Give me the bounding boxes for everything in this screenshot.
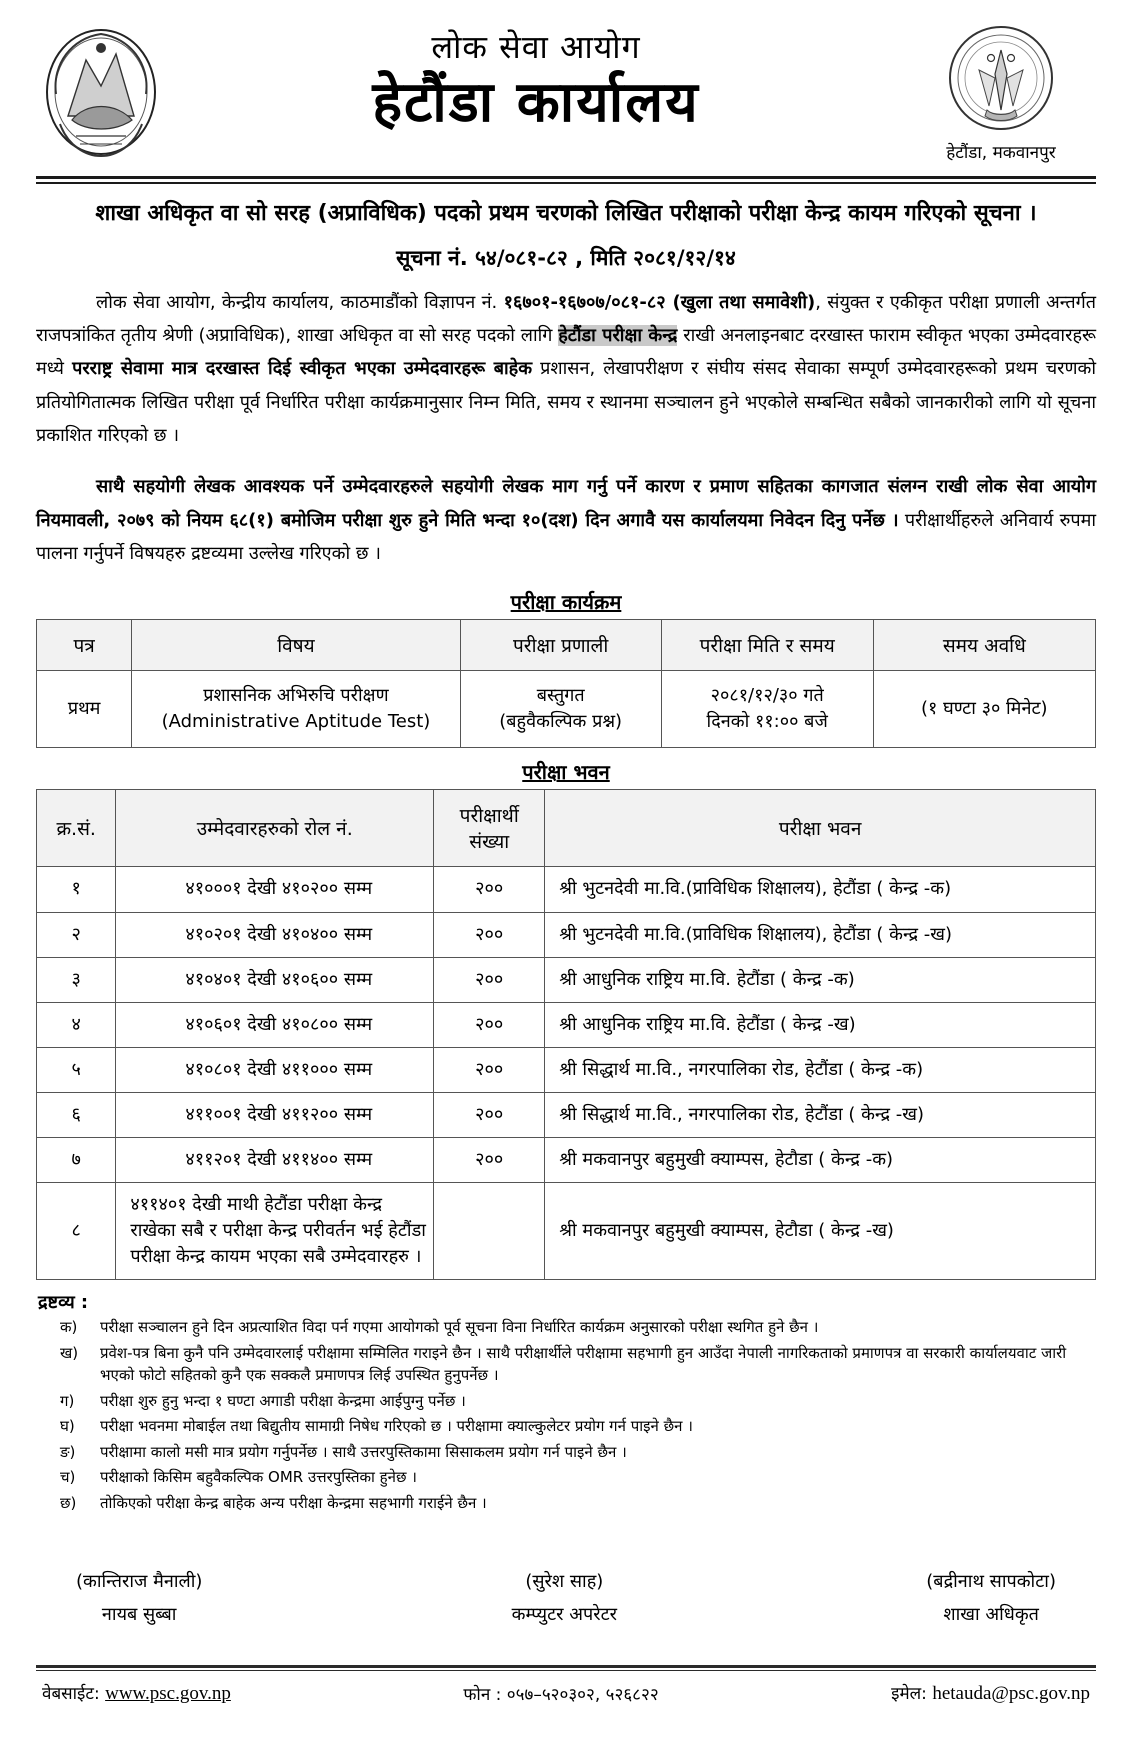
table-row — [37, 1047, 1096, 1092]
schedule-subject-en: (Administrative Aptitude Test) — [161, 711, 431, 733]
hall-caption: परीक्षा भवन — [522, 760, 610, 785]
schedule-subject-np: प्रशासनिक अभिरुचि परीक्षण — [203, 685, 389, 707]
footer-phone — [463, 1682, 658, 1705]
para2-bold-clause: साथै सहयोगी लेखक आवश्यक पर्ने उम्मेदवारहरुले सहयोगी लेखक माग गर्नु पर्ने कारण र प्रमाण सहितका कागजात संलग्न राखी लोक सेवा आयोग नियमावली, २०७९ को नियम ६८(१) बमोजिम परीक्षा शुरु हुने मिति भन्दा १०(दश) दिन अगावै यस कार्यालयमा निवेदन दिनु पर्नेछ । — [36, 476, 1096, 531]
list-item — [36, 1342, 1096, 1387]
public-service-commission-logo-wrap — [906, 18, 1096, 163]
list-item — [36, 1415, 1096, 1438]
para1-part-b: , संयुक्त र एकीकृत परीक्षा प्रणाली अन्तर्गत राजपत्रांकित तृतीय श्रेणी (अप्राविधिक), शाखा अधिकृत वा सो सरह पदको लागि — [36, 291, 1096, 347]
schedule-subject — [132, 671, 460, 748]
office-address: हेटौंडा, मकवानपुर — [946, 143, 1056, 163]
note-label: घ) — [60, 1417, 75, 1436]
schedule-date: २०८१/१२/३० गते — [710, 685, 824, 707]
schedule-col-mode: परीक्षा प्रणाली — [460, 620, 661, 671]
hall-col-count: परीक्षार्थी संख्या — [434, 790, 545, 867]
nepal-government-emblem — [36, 18, 166, 164]
schedule-col-date-time: परीक्षा मिति र समय — [661, 620, 873, 671]
public-service-commission-logo — [947, 24, 1055, 136]
hall-venue: श्री आधुनिक राष्ट्रिय मा.वि. हेटौंडा ( केन्द्र -ख) — [545, 1002, 1096, 1047]
para1-part-c: राखी अनलाइनबाट दरखास्त फाराम स्वीकृत भएका उम्मेदवारहरू मध्ये — [36, 325, 1096, 380]
header-titles — [166, 18, 906, 136]
note-text: परीक्षा भवनमा मोबाईल तथा बिद्युतीय सामाग्री निषेध गरिएको छ । परीक्षामा क्याल्कुलेटर प्रयोग गर्न पाइने छैन । — [100, 1417, 693, 1436]
footer-email-label: इमेल: — [891, 1684, 927, 1705]
signature-block — [36, 1566, 1096, 1631]
table-row — [37, 912, 1096, 957]
schedule-mode-line2: (बहुवैकल्पिक प्रश्न) — [499, 711, 623, 733]
signatory-1 — [76, 1566, 202, 1631]
para1-part-d: प्रशासन, लेखापरीक्षण र संघीय संसद सेवाका सम्पूर्ण उम्मेदवारहरूको प्रथम चरणको प्रतियोगितात्मक लिखित परीक्षा पूर्व निर्धारित परीक्षा कार्यक्रमानुसार निम्न मिति, समय र स्थानमा सञ्चालन हुने भएकोले सम्बन्धित सबैको जानकारीको लागि यो सूचना प्रकाशित गरिएको छ । — [36, 358, 1097, 447]
page-title: शाखा अधिकृत वा सो सरह (अप्राविधिक) पदको प्रथम चरणको लिखित परीक्षाको परीक्षा केन्द्र कायम गरिएको सूचना । — [95, 201, 1037, 226]
schedule-date-time — [661, 671, 873, 748]
hall-sn: ७ — [37, 1138, 116, 1183]
hall-header-row — [37, 790, 1096, 867]
note-text: तोकिएको परीक्षा केन्द्र बाहेक अन्य परीक्षा केन्द्रमा सहभागी गराईने छैन । — [100, 1493, 487, 1512]
signatory-name: (सुरेश साह) — [525, 1571, 604, 1593]
note-text: प्रवेश-पत्र बिना कुनै पनि उम्मेदवारलाई परीक्षामा सम्मिलित गराइने छैन । साथै परीक्षार्थीले परीक्षामा सहभागी हुन आउँदा नेपाली नागरिकताको प्रमाणपत्र वा सरकारी कार्यालयवाट जारी भएको फोटो सहितको कुनै एक सक्कलै प्रमाणपत्र लिई उपस्थित हुनुपर्नेछ । — [100, 1343, 1067, 1385]
schedule-time: दिनको ११:०० बजे — [706, 711, 828, 733]
notice-number: सूचना नं. ५४/०८१-८२ , मिति २०८१/१२/१४ — [396, 245, 736, 270]
hall-roll-range: ४१०४०१ देखी ४१०६०० सम्म — [116, 957, 434, 1002]
signatory-designation: शाखा अधिकृत — [943, 1603, 1039, 1625]
schedule-header-row — [37, 620, 1096, 671]
hall-count: २०० — [434, 867, 545, 912]
hall-sn: ३ — [37, 957, 116, 1002]
list-item — [36, 1466, 1096, 1489]
hall-sn: ८ — [37, 1183, 116, 1280]
hall-venue: श्री सिद्धार्थ मा.वि., नगरपालिका रोड, हेटौंडा ( केन्द्र -क) — [545, 1047, 1096, 1092]
hall-roll-range: ४१०८०१ देखी ४११००० सम्म — [116, 1047, 434, 1092]
hall-col-roll: उम्मेदवारहरुको रोल नं. — [116, 790, 434, 867]
hall-sn: ६ — [37, 1092, 116, 1137]
notice-paragraph-2 — [36, 470, 1096, 570]
signatory-2 — [512, 1566, 617, 1631]
exam-hall-table — [36, 789, 1096, 1280]
footer-phone-label: फोन : — [463, 1684, 502, 1705]
hall-count: २०० — [434, 1092, 545, 1137]
hall-roll-range: ४११००१ देखी ४११२०० सम्म — [116, 1092, 434, 1137]
hall-sn: ४ — [37, 1002, 116, 1047]
schedule-col-paper: पत्र — [37, 620, 132, 671]
table-row — [37, 1002, 1096, 1047]
note-label: क) — [60, 1318, 78, 1337]
exam-center-highlight: हेटौंडा परीक्षा केन्द्र — [558, 325, 678, 347]
note-label: ग) — [60, 1391, 75, 1410]
hall-count: २०० — [434, 1138, 545, 1183]
hall-roll-range: ४१०६०१ देखी ४१०८०० सम्म — [116, 1002, 434, 1047]
note-label: ख) — [60, 1343, 79, 1362]
hall-roll-range: ४११२०१ देखी ४११४०० सम्म — [116, 1138, 434, 1183]
list-item — [36, 1441, 1096, 1464]
notes-list — [36, 1316, 1096, 1514]
hall-count: २०० — [434, 912, 545, 957]
signatory-name: (कान्तिराज मैनाली) — [76, 1571, 203, 1593]
hall-count: २०० — [434, 1047, 545, 1092]
hall-count: २०० — [434, 957, 545, 1002]
schedule-duration: (१ घण्टा ३० मिनेट) — [873, 671, 1095, 748]
footer-email — [891, 1681, 1090, 1705]
schedule-col-subject: विषय — [132, 620, 460, 671]
note-label: ङ) — [60, 1442, 76, 1461]
list-item — [36, 1316, 1096, 1339]
list-item — [36, 1390, 1096, 1413]
signatory-designation: नायब सुब्बा — [101, 1603, 177, 1625]
hall-count: २०० — [434, 1002, 545, 1047]
signatory-designation: कम्प्युटर अपरेटर — [511, 1603, 618, 1625]
signatory-3 — [926, 1566, 1056, 1631]
hall-venue: श्री मकवानपुर बहुमुखी क्याम्पस, हेटौडा ( केन्द्र -क) — [545, 1138, 1096, 1183]
note-text: परीक्षाको किसिम बहुवैकल्पिक OMR उत्तरपुस्तिका हुनेछ । — [100, 1468, 417, 1487]
notes-heading: द्रष्टव्य : — [38, 1292, 89, 1314]
footer-website — [42, 1681, 231, 1705]
office-name: हेटौंडा कार्यालय — [372, 70, 700, 136]
hall-count — [434, 1183, 545, 1280]
table-row — [37, 867, 1096, 912]
schedule-paper: प्रथम — [37, 671, 132, 748]
hall-roll-range: ४१०२०१ देखी ४१०४०० सम्म — [116, 912, 434, 957]
list-item — [36, 1492, 1096, 1515]
document-footer — [36, 1681, 1096, 1705]
note-text: परीक्षामा कालो मसी मात्र प्रयोग गर्नुपर्नेछ । साथै उत्तरपुस्तिकामा सिसाकलम प्रयोग गर्न पाइने छैन । — [100, 1442, 627, 1461]
footer-divider — [36, 1665, 1096, 1671]
schedule-col-duration: समय अवधि — [873, 620, 1095, 671]
footer-website-label: वेबसाईट: — [42, 1684, 100, 1705]
note-label: छ) — [60, 1493, 77, 1512]
hall-venue: श्री भुटनदेवी मा.वि.(प्राविधिक शिक्षालय), हेटौंडा ( केन्द्र -ख) — [545, 912, 1096, 957]
advertisement-number: १६७०१-१६७०७/०८१-८२ (खुला तथा समावेशी) — [503, 291, 816, 313]
para1-part-a: लोक सेवा आयोग, केन्द्रीय कार्यालय, काठमाडौंको विज्ञापन नं. — [96, 291, 504, 313]
para1-exclusion-clause: परराष्ट्र सेवामा मात्र दरखास्त दिई स्वीकृत भएका उम्मेदवारहरू बाहेक — [72, 358, 533, 380]
hall-roll-range: ४११४०१ देखी माथी हेटौंडा परीक्षा केन्द्र राखेका सबै र परीक्षा केन्द्र परीवर्तन भई हेटौंडा परीक्षा केन्द्र कायम भएका सबै उम्मेदवारहरु । — [116, 1183, 434, 1280]
hall-venue: श्री सिद्धार्थ मा.वि., नगरपालिका रोड, हेटौंडा ( केन्द्र -ख) — [545, 1092, 1096, 1137]
table-row — [37, 1183, 1096, 1280]
hall-sn: २ — [37, 912, 116, 957]
signatory-name: (बद्रीनाथ सापकोटा) — [926, 1571, 1056, 1593]
hall-venue: श्री भुटनदेवी मा.वि.(प्राविधिक शिक्षालय), हेटौंडा ( केन्द्र -क) — [545, 867, 1096, 912]
note-label: च) — [60, 1468, 76, 1487]
para2-normal-clause: परीक्षार्थीहरुले अनिवार्य रुपमा पालना गर्नुपर्ने विषयहरु द्रष्टव्यमा उल्लेख गरिएको छ । — [36, 509, 1096, 564]
hall-roll-range: ४१०००१ देखी ४१०२०० सम्म — [116, 867, 434, 912]
exam-schedule-table — [36, 619, 1096, 748]
note-text: परीक्षा सञ्चालन हुने दिन अप्रत्याशित विदा पर्न गएमा आयोगको पूर्व सूचना विना निर्धारित कार्यक्रम अनुसारको परीक्षा स्थगित हुने छैन । — [100, 1318, 819, 1337]
header-divider — [36, 176, 1096, 184]
notice-paragraph-1 — [36, 286, 1096, 452]
hall-col-venue: परीक्षा भवन — [545, 790, 1096, 867]
table-row — [37, 1138, 1096, 1183]
table-row — [37, 957, 1096, 1002]
hall-col-sn: क्र.सं. — [37, 790, 116, 867]
organization-name: लोक सेवा आयोग — [431, 28, 641, 66]
footer-website-value[interactable]: www.psc.gov.np — [105, 1683, 231, 1705]
schedule-mode-line1: बस्तुगत — [536, 685, 585, 707]
table-row — [37, 671, 1096, 748]
note-text: परीक्षा शुरु हुनु भन्दा १ घण्टा अगाडी परीक्षा केन्द्रमा आईपुग्नु पर्नेछ । — [100, 1391, 466, 1410]
footer-email-value[interactable]: hetauda@psc.gov.np — [932, 1683, 1090, 1705]
document-header — [36, 0, 1096, 170]
hall-sn: ५ — [37, 1047, 116, 1092]
table-row — [37, 1092, 1096, 1137]
hall-venue: श्री आधुनिक राष्ट्रिय मा.वि. हेटौंडा ( केन्द्र -क) — [545, 957, 1096, 1002]
schedule-caption: परीक्षा कार्यक्रम — [510, 590, 622, 615]
footer-phone-value: ०५७–५२०३०२, ५२६८२२ — [506, 1684, 659, 1705]
schedule-mode — [460, 671, 661, 748]
hall-venue: श्री मकवानपुर बहुमुखी क्याम्पस, हेटौडा ( केन्द्र -ख) — [545, 1183, 1096, 1280]
hall-sn: १ — [37, 867, 116, 912]
